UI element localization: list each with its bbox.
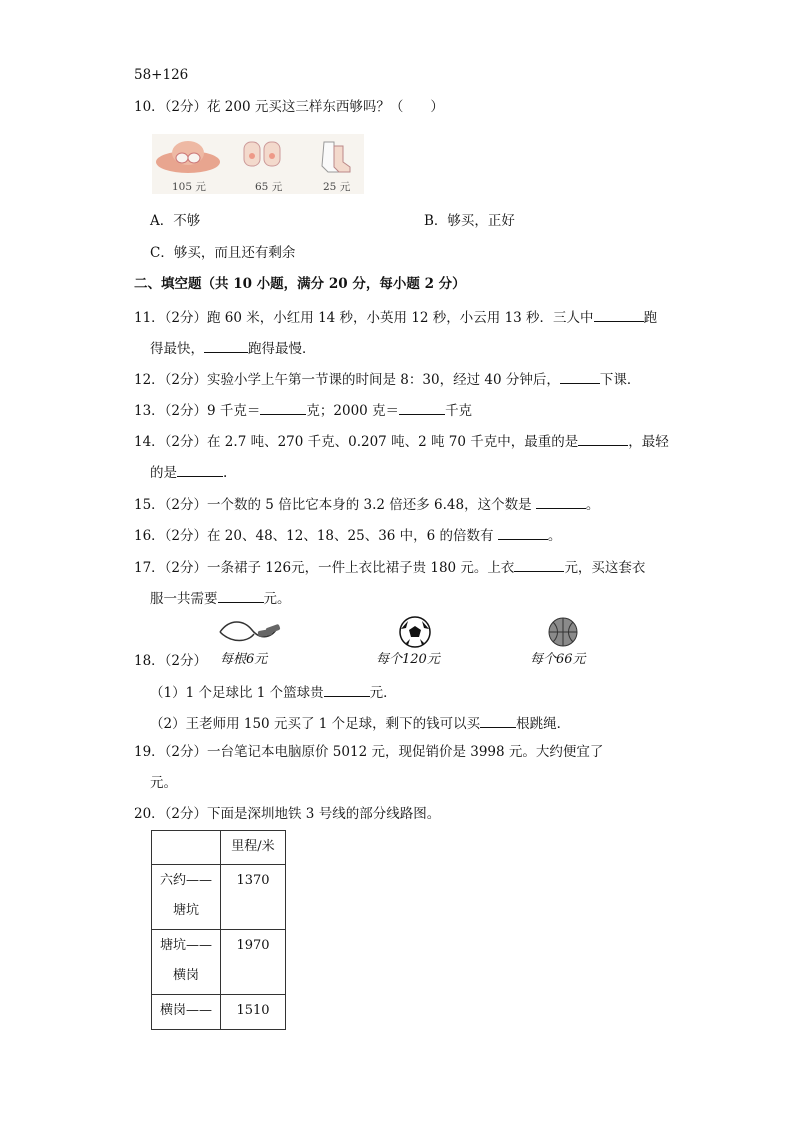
q10-option-a[interactable]: A．不够 xyxy=(150,213,201,229)
table-cell-value xyxy=(221,930,286,995)
mittens-price: 65 元 xyxy=(255,181,283,193)
jump-rope-icon xyxy=(214,618,282,646)
segment-line2: 横岗 xyxy=(172,968,199,983)
q14-text-c: 的是 xyxy=(150,465,177,481)
hat-price: 105 元 xyxy=(172,181,206,193)
q15-line xyxy=(134,494,599,514)
mileage-value: 1370 xyxy=(236,873,270,888)
q14-line2 xyxy=(150,462,227,482)
q16-line xyxy=(134,525,561,545)
q13-blank-2[interactable] xyxy=(399,400,445,415)
table-row xyxy=(152,865,286,930)
q10-text: 10．（2分）花 200 元买这三样东西够吗？（ ） xyxy=(134,99,444,115)
rope-price-caption: 每根6元 xyxy=(220,652,268,667)
table-cell-value xyxy=(221,865,286,930)
q11-line1 xyxy=(134,307,657,327)
q15-text-b: 。 xyxy=(585,497,600,513)
mittens-icon xyxy=(244,142,280,166)
table-header-cell xyxy=(221,831,286,865)
q13-blank-1[interactable] xyxy=(260,400,306,415)
q14-text: 14．（2分）在 2.7 吨、270 千克、0.207 吨、2 吨 70 千克中，最重的是 xyxy=(134,434,579,450)
socks-price: 25 元 xyxy=(323,181,351,193)
q14-blank-2[interactable] xyxy=(177,462,223,477)
q12-text-b: 下课． xyxy=(599,372,641,388)
q17-line2 xyxy=(150,588,291,608)
hat-icon xyxy=(156,141,220,173)
table-header-row xyxy=(152,831,286,865)
q18-sub1-text: （1）1 个足球比 1 个篮球贵 xyxy=(150,685,324,701)
q17-blank-2[interactable] xyxy=(218,588,264,603)
segment-line1: 六约—— xyxy=(159,873,212,888)
segment-line1: 横岗—— xyxy=(159,1003,212,1018)
q17-line1 xyxy=(134,557,645,577)
q11-blank-2[interactable] xyxy=(204,338,248,353)
table-cell-segment xyxy=(152,930,221,995)
table-cell-segment xyxy=(152,865,221,930)
q12-line xyxy=(134,369,640,389)
q18-sub1-text-b: 元． xyxy=(369,685,397,701)
metro-route-table xyxy=(151,830,286,1030)
q14-text-d: . xyxy=(223,465,228,481)
table-cell-segment xyxy=(152,995,221,1030)
q11-text-c: 得最快， xyxy=(150,341,204,357)
q15-blank[interactable] xyxy=(536,494,586,509)
q18-blank-1[interactable] xyxy=(324,682,370,697)
q17-blank-1[interactable] xyxy=(514,557,564,572)
q12-blank[interactable] xyxy=(560,369,600,384)
q11-blank-1[interactable] xyxy=(594,307,644,322)
q17-text: 17．（2分）一条裙子 126元，一件上衣比裙子贵 180 元。上衣 xyxy=(134,560,515,576)
q11-line2 xyxy=(150,338,316,358)
q18-blank-2[interactable] xyxy=(480,713,516,728)
q17-text-d: 元。 xyxy=(263,591,291,607)
q20-text: 20．（2分）下面是深圳地铁 3 号线的部分线路图。 xyxy=(134,806,441,822)
table-corner-cell xyxy=(152,831,221,865)
q15-text: 15．（2分）一个数的 5 倍比它本身的 3.2 倍还多 6.48，这个数是 xyxy=(134,497,536,513)
q11-text-b: 跑 xyxy=(643,310,658,326)
q14-line1 xyxy=(134,431,669,451)
q13-text-b: 克；2000 克＝ xyxy=(306,403,400,419)
section-heading: 二、填空题（共 10 小题，满分 20 分，每小题 2 分） xyxy=(134,276,466,292)
q13-line xyxy=(134,400,472,420)
q16-text: 16．（2分）在 20、48、12、18、25、36 中，6 的倍数有 xyxy=(134,528,498,544)
q10-option-b[interactable]: B．够买，正好 xyxy=(424,213,515,229)
q13-text-c: 千克 xyxy=(445,403,473,419)
q14-text-b: ，最轻 xyxy=(628,434,669,450)
soccer-price-caption: 每个120元 xyxy=(376,652,440,667)
basketball-price-caption: 每个66元 xyxy=(530,652,586,667)
q12-text: 12．（2分）实验小学上午第一节课的时间是 8：30，经过 40 分钟后， xyxy=(134,372,560,388)
table-row xyxy=(152,995,286,1030)
soccer-ball-icon xyxy=(398,615,432,649)
q11-text: 11．（2分）跑 60 米，小红用 14 秒，小英用 12 秒，小云用 13 秒．三人中 xyxy=(134,310,594,326)
q11-text-d: 跑得最慢． xyxy=(248,341,316,357)
table-row xyxy=(152,930,286,995)
table-cell-value xyxy=(221,995,286,1030)
q18-label: 18．（2分） xyxy=(134,653,208,669)
q16-text-b: 。 xyxy=(547,528,562,544)
mileage-value: 1510 xyxy=(236,1003,270,1018)
q18-sub1 xyxy=(150,682,397,702)
q18-sub2 xyxy=(150,713,570,733)
q19-line2: 元。 xyxy=(150,775,177,791)
mileage-value: 1970 xyxy=(236,938,270,953)
top-expression: 58+126 xyxy=(134,67,189,83)
segment-line2: 塘坑 xyxy=(172,903,199,918)
q18-sub2-text: （2）王老师用 150 元买了 1 个足球，剩下的钱可以买 xyxy=(150,716,481,732)
q16-blank[interactable] xyxy=(498,525,548,540)
q10-option-c[interactable]: C．够买，而且还有剩余 xyxy=(150,245,296,261)
q19-line1: 19．（2分）一台笔记本电脑原价 5012 元，现促销价是 3998 元。大约便宜了 xyxy=(134,744,604,760)
q13-text: 13．（2分）9 千克＝ xyxy=(134,403,261,419)
q17-text-c: 服一共需要 xyxy=(150,591,218,607)
socks-icon xyxy=(322,142,350,172)
q17-text-b: 元，买这套衣 xyxy=(564,560,646,576)
q18-sub2-text-b: 根跳绳． xyxy=(516,716,571,732)
segment-line1: 塘坑—— xyxy=(159,938,212,953)
basketball-icon xyxy=(547,616,579,648)
mileage-header: 里程/米 xyxy=(231,839,275,854)
q14-blank-1[interactable] xyxy=(578,431,628,446)
